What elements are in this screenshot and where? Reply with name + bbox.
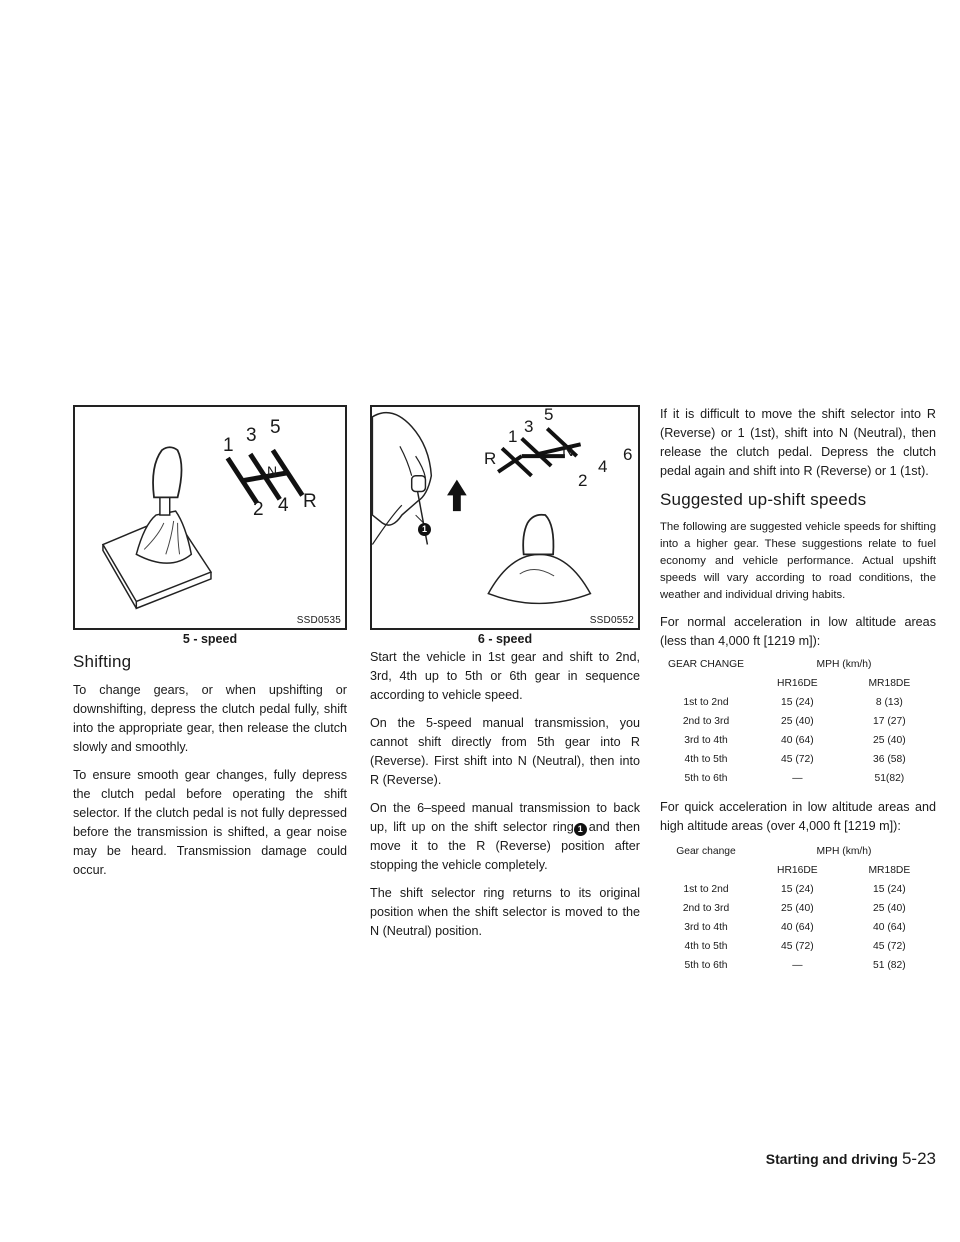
table-header-speed: MPH (km/h): [816, 846, 872, 857]
column-shift-procedure: [370, 648, 640, 950]
figure-5-speed: [73, 405, 347, 630]
gear-label-3: 3: [246, 425, 257, 446]
table-header-speed: MPH (km/h): [816, 659, 872, 670]
paragraph: On the 5-speed manual transmission, you cannot shift directly from 5th gear into R (Reverse). First shift into N (Neutral), then into R (Reverse).: [370, 716, 640, 787]
shift-pattern-5-speed-illustration: [75, 407, 345, 628]
table-row: 3rd to 4th 40 (64) 40 (64): [684, 922, 906, 933]
gear-label-neutral: N: [267, 463, 278, 479]
gear-label-1: 1: [223, 435, 234, 456]
table-header-engine: HR16DE: [777, 678, 818, 689]
figure-code: SSD0535: [296, 615, 341, 626]
table-row: 2nd to 3rd 25 (40) 25 (40): [682, 903, 906, 914]
figure-caption-6-speed: 6 - speed: [477, 632, 533, 646]
figure-caption-5-speed: 5 - speed: [182, 632, 238, 646]
paragraph-quick-accel: For quick acceleration in low altitude areas and high altitude areas (over 4,000 ft [1219 m]):: [660, 800, 936, 833]
table-header-engine: MR18DE: [868, 865, 911, 876]
gear-label-5: 5: [270, 417, 281, 438]
table-header-gear: Gear change: [676, 846, 736, 857]
gear-label-reverse: R: [484, 449, 497, 468]
paragraph: To change gears, or when upshifting or downshifting, depress the clutch pedal fully, shift into the appropriate gear, then release the clutch slowly and smoothly.: [73, 683, 347, 754]
gear-label-2: 2: [578, 471, 588, 490]
gear-label-2: 2: [253, 499, 264, 520]
table-row: 1st to 2nd 15 (24) 8 (13): [683, 697, 903, 708]
paragraph-text: On the 6–speed manual transmission to back up, lift up on the shift selector ring: [370, 801, 640, 834]
section-heading-shifting: Shifting: [73, 652, 132, 671]
table-row: 1st to 2nd 15 (24) 15 (24): [683, 884, 906, 895]
column-shifting: [73, 650, 347, 889]
paragraph-normal-accel: For normal acceleration in low altitude areas (less than 4,000 ft [1219 m]):: [660, 615, 936, 648]
gear-label-3: 3: [524, 417, 534, 436]
table-header-engine: HR16DE: [777, 865, 818, 876]
table-row: 4th to 5th 45 (72) 45 (72): [684, 941, 906, 952]
shift-pattern-6-speed-illustration: [372, 407, 638, 628]
paragraph-text: and then move it to the R (Reverse) position after stopping the vehicle completely.: [370, 820, 640, 872]
page-footer: [740, 1149, 936, 1169]
column-upshift-speeds: [660, 405, 936, 985]
table-row: 2nd to 3rd 25 (40) 17 (27): [682, 716, 906, 727]
table-row: 3rd to 4th 40 (64) 25 (40): [684, 735, 906, 746]
gear-label-reverse: R: [303, 491, 317, 512]
paragraph-intro: The following are suggested vehicle speeds for shifting into a higher gear. These suggestions relate to fuel economy and vehicle performance. Actual upshift speeds will vary according to road conditions, the weather and individual driving habits.: [660, 521, 936, 601]
table-header-gear: GEAR CHANGE: [667, 659, 745, 670]
table-header-engine: MR18DE: [868, 678, 911, 689]
gear-label-5: 5: [544, 405, 554, 424]
gear-label-6: 6: [623, 445, 633, 464]
speed-table-normal: [660, 655, 936, 788]
footer-section-title: Starting and driving: [765, 1151, 898, 1167]
paragraph: Start the vehicle in 1st gear and shift to 2nd, 3rd, 4th up to 5th or 6th gear in sequence according to vehicle speed.: [370, 650, 640, 702]
section-heading-upshift: Suggested up-shift speeds: [660, 490, 867, 509]
figure-6-speed: [370, 405, 640, 630]
speed-table-quick: [660, 842, 936, 975]
gear-label-1: 1: [508, 427, 518, 446]
callout-marker-1-icon: 1: [418, 523, 431, 536]
paragraph: If it is difficult to move the shift selector into R (Reverse) or 1 (1st), shift into N (Neutral), then release the clutch pedal. Depress the clutch pedal again and shift into R (Reverse) or 1 (1st).: [660, 407, 936, 478]
table-row: 4th to 5th 45 (72) 36 (58): [684, 754, 906, 765]
table-row: 5th to 6th — 51 (82): [684, 960, 906, 971]
paragraph-selector-ring: [370, 799, 640, 875]
gear-label-4: 4: [598, 457, 608, 476]
page-number: 5-23: [901, 1149, 936, 1168]
figure-code: SSD0552: [589, 615, 634, 626]
gear-label-4: 4: [278, 495, 289, 516]
callout-marker-1-icon: 1: [574, 823, 587, 836]
paragraph: To ensure smooth gear changes, fully depress the clutch pedal before operating the shift selector. If the clutch pedal is not fully depressed before the transmission is shifted, a gear noise may be heard. Transmission damage could occur.: [73, 768, 347, 877]
paragraph: The shift selector ring returns to its original position when the shift selector is moved to the N (Neutral) position.: [370, 886, 640, 938]
gear-label-neutral: N: [562, 443, 574, 460]
table-row: 5th to 6th — 51(82): [684, 773, 905, 784]
